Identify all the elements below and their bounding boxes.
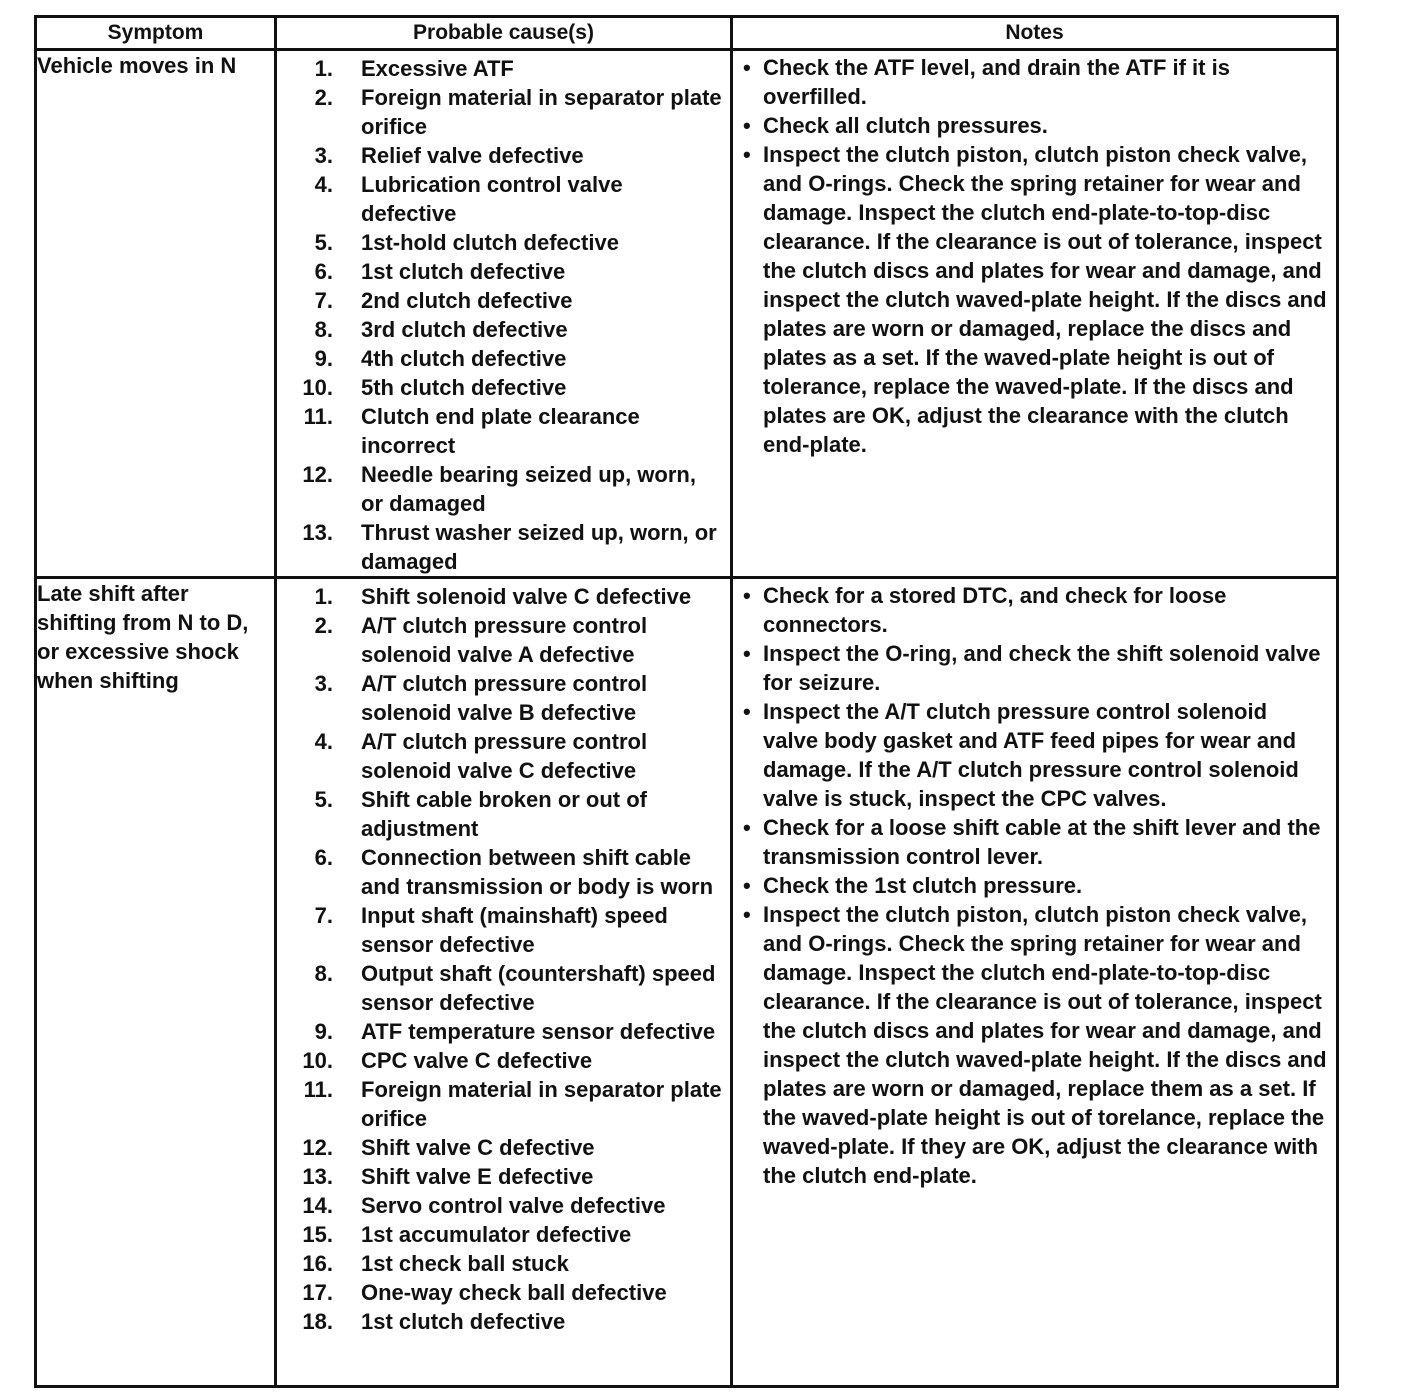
cause-number: 18. [302,1309,333,1334]
cause-number: 7. [314,903,333,928]
cause-item [277,611,726,669]
notes-cell [732,50,1338,578]
note-text: Inspect the clutch piston, clutch piston check valve, and O-rings. Check the spring retainer for wear and damage. Inspect the clutch end-plate-to-top-disc clearance. If the clearance is out of tolerance, inspect the clutch discs and plates for wear and damage, and inspect the clutch waved-plate height. If the discs and plates are worn or damaged, replace the discs and plates as a set. If the waved-plate height is out of tolerance, replace the waved-plate. If the discs and plates are OK, adjust the clearance with the clutch end-plate. [763,142,1327,457]
cause-item [277,141,726,170]
cause-text: A/T clutch pressure control solenoid valve A defective [361,613,648,667]
cause-number: 3. [314,143,333,168]
note-text: Inspect the clutch piston, clutch piston check valve, and O-rings. Check the spring retainer for wear and damage. Inspect the clutch end-plate-to-top-disc clearance. If the clearance is out of tolerance, inspect the clutch discs and plates for wear and damage, and inspect the clutch waved-plate height. If the discs and plates are worn or damaged, replace them as a set. If the waved-plate height is out of torelance, replace the waved-plate. If they are OK, adjust the clearance with the clutch end-plate. [763,902,1327,1188]
cause-text: Input shaft (mainshaft) speed sensor defective [361,903,668,957]
cause-text: A/T clutch pressure control solenoid valve B defective [361,671,648,725]
cause-text: CPC valve C defective [361,1048,593,1073]
cause-number: 8. [314,961,333,986]
cause-item [277,1191,726,1220]
cause-item [277,83,726,141]
cause-number: 12. [302,462,333,487]
header-row [36,17,1338,50]
note-item [743,871,1328,900]
cause-text: Lubrication control valve defective [361,172,623,226]
symptom-cell: Vehicle moves in N [36,50,276,578]
cause-text: Shift solenoid valve C defective [361,584,692,609]
cause-item [277,315,726,344]
cause-text: ATF temperature sensor defective [361,1019,716,1044]
cause-number: 17. [302,1280,333,1305]
cause-text: 1st check ball stuck [361,1251,569,1276]
cause-number: 5. [314,230,333,255]
cause-text: Foreign material in separator plate orifice [361,85,722,139]
cause-text: Needle bearing seized up, worn, or damaged [361,462,696,516]
cause-item [277,785,726,843]
cause-item [277,257,726,286]
cause-item [277,901,726,959]
cause-text: Thrust washer seized up, worn, or damaged [361,520,717,574]
cause-text: Excessive ATF [361,56,514,81]
cause-text: 4th clutch defective [361,346,567,371]
bullet-icon: • [743,641,751,666]
cause-item [277,460,726,518]
note-text: Check all clutch pressures. [763,113,1048,138]
note-item [743,581,1328,639]
notes-cell [732,578,1338,1387]
cause-item [277,344,726,373]
cause-number: 5. [314,787,333,812]
cause-number: 12. [302,1135,333,1160]
header-probable-causes: Probable cause(s) [276,17,732,50]
cause-number: 2. [314,85,333,110]
causes-cell [276,578,732,1387]
bullet-icon: • [743,113,751,138]
cause-text: Shift valve C defective [361,1135,595,1160]
cause-number: 6. [314,845,333,870]
note-text: Check the 1st clutch pressure. [763,873,1083,898]
cause-item [277,1133,726,1162]
cause-text: 2nd clutch defective [361,288,573,313]
cause-text: Shift cable broken or out of adjustment [361,787,648,841]
symptom-cell: Late shift after shifting from N to D, or excessive shock when shifting [36,578,276,1387]
cause-item [277,1307,726,1336]
bullet-icon: • [743,142,751,167]
header-notes: Notes [732,17,1338,50]
cause-item [277,286,726,315]
bullet-icon: • [743,699,751,724]
cause-number: 4. [314,172,333,197]
cause-text: A/T clutch pressure control solenoid valve C defective [361,729,648,783]
cause-text: Clutch end plate clearance incorrect [361,404,640,458]
cause-number: 15. [302,1222,333,1247]
cause-number: 8. [314,317,333,342]
note-item [743,639,1328,697]
cause-item [277,518,726,576]
notes-list [733,51,1336,459]
bullet-icon: • [743,55,751,80]
note-item [743,900,1328,1190]
cause-text: 5th clutch defective [361,375,567,400]
note-item [743,697,1328,813]
cause-text: 1st clutch defective [361,259,566,284]
note-text: Inspect the O-ring, and check the shift solenoid valve for seizure. [763,641,1321,695]
bullet-icon: • [743,873,751,898]
cause-item [277,843,726,901]
cause-item [277,402,726,460]
cause-text: 1st accumulator defective [361,1222,632,1247]
note-text: Inspect the A/T clutch pressure control solenoid valve body gasket and ATF feed pipes for wear and damage. If the A/T clutch pressure control solenoid valve is stuck, inspect the CPC valves. [763,699,1299,811]
cause-item [277,1249,726,1278]
cause-item [277,54,726,83]
cause-item [277,1220,726,1249]
bullet-icon: • [743,815,751,840]
cause-number: 10. [302,1048,333,1073]
cause-number: 1. [314,56,333,81]
causes-list [277,579,730,1336]
cause-item [277,669,726,727]
note-text: Check for a loose shift cable at the shift lever and the transmission control lever. [763,815,1321,869]
cause-number: 10. [302,375,333,400]
bullet-icon: • [743,583,751,608]
notes-list [733,579,1336,1190]
cause-text: Output shaft (countershaft) speed sensor defective [361,961,716,1015]
note-text: Check for a stored DTC, and check for loose connectors. [763,583,1227,637]
note-item [743,111,1328,140]
cause-text: Foreign material in separator plate orifice [361,1077,722,1131]
cause-number: 3. [314,671,333,696]
note-text: Check the ATF level, and drain the ATF if it is overfilled. [763,55,1230,109]
causes-list [277,51,730,576]
note-item [743,140,1328,459]
cause-number: 1. [314,584,333,609]
cause-item [277,373,726,402]
cause-text: Servo control valve defective [361,1193,666,1218]
cause-number: 16. [302,1251,333,1276]
cause-number: 9. [314,1019,333,1044]
cause-text: 1st-hold clutch defective [361,230,619,255]
cause-number: 7. [314,288,333,313]
cause-item [277,582,726,611]
cause-item [277,1017,726,1046]
cause-number: 2. [314,613,333,638]
cause-number: 13. [302,520,333,545]
cause-item [277,1162,726,1191]
cause-number: 13. [302,1164,333,1189]
cause-text: Connection between shift cable and transmission or body is worn [361,845,714,899]
causes-cell [276,50,732,578]
cause-item [277,1075,726,1133]
cause-number: 9. [314,346,333,371]
cause-item [277,170,726,228]
cause-number: 11. [303,404,333,429]
cause-text: One-way check ball defective [361,1280,667,1305]
cause-text: 3rd clutch defective [361,317,568,342]
cause-item [277,1046,726,1075]
table-row [36,50,1338,578]
cause-text: Shift valve E defective [361,1164,594,1189]
bullet-icon: • [743,902,751,927]
cause-item [277,727,726,785]
cause-number: 14. [302,1193,333,1218]
cause-item [277,228,726,257]
cause-item [277,1278,726,1307]
cause-number: 6. [314,259,333,284]
troubleshooting-table [34,15,1339,1388]
note-item [743,813,1328,871]
cause-number: 4. [314,729,333,754]
cause-text: Relief valve defective [361,143,584,168]
cause-text: 1st clutch defective [361,1309,566,1334]
table-row [36,578,1338,1387]
header-symptom: Symptom [36,17,276,50]
cause-number: 11. [303,1077,333,1102]
cause-item [277,959,726,1017]
note-item [743,53,1328,111]
